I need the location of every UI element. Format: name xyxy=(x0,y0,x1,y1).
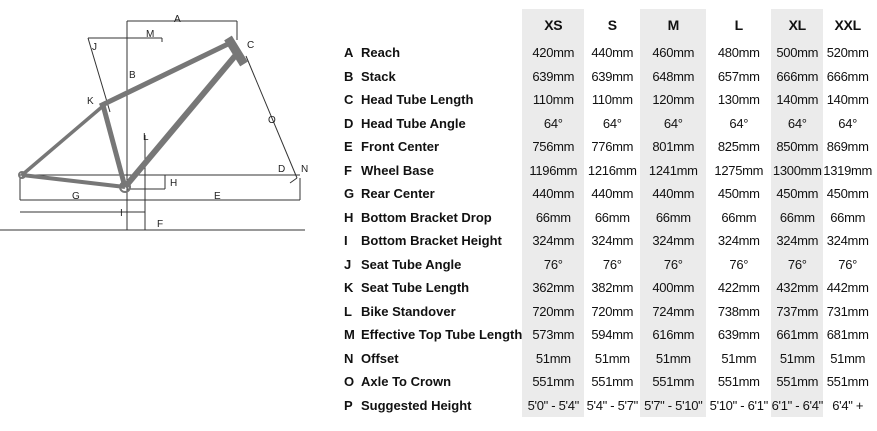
measurement-cell: 76° xyxy=(640,253,706,277)
measurement-cell: 64° xyxy=(602,115,622,131)
measurement-cell: 432mm xyxy=(771,276,823,300)
dim-label-d: D xyxy=(278,164,286,175)
measurement-cell: 639mm xyxy=(591,68,634,84)
measurement-cell: 1241mm xyxy=(640,159,706,183)
measurement-cell: 869mm xyxy=(826,139,869,155)
dim-label-g: G xyxy=(72,191,80,202)
table-row xyxy=(338,370,872,394)
table-row xyxy=(338,394,872,418)
geometry-guide-lines xyxy=(0,21,305,230)
bike-frame xyxy=(19,38,244,192)
measurement-cell: 460mm xyxy=(640,41,706,65)
table-row xyxy=(338,347,872,371)
measurement-cell: 66mm xyxy=(771,206,823,230)
measurement-cell: 51mm xyxy=(640,347,706,371)
measurement-cell: 110mm xyxy=(522,88,584,112)
measurement-cell: 724mm xyxy=(640,300,706,324)
dim-label-o: O xyxy=(268,115,276,126)
measurement-cell: 5'10" - 6'1" xyxy=(709,397,768,413)
measurement-cell: 64° xyxy=(729,115,749,131)
measurement-cell: 731mm xyxy=(826,303,869,319)
measurement-cell: 76° xyxy=(771,253,823,277)
dimension-letter: F xyxy=(344,162,352,178)
measurement-cell: 140mm xyxy=(771,88,823,112)
measurement-cell: 6'4" + xyxy=(832,397,864,413)
dimension-name: Offset xyxy=(361,350,399,366)
measurement-cell: 324mm xyxy=(771,229,823,253)
measurement-cell: 648mm xyxy=(640,65,706,89)
measurement-cell: 551mm xyxy=(591,374,634,390)
measurement-cell: 661mm xyxy=(771,323,823,347)
measurement-cell: 450mm xyxy=(771,182,823,206)
dimension-name: Bottom Bracket Drop xyxy=(361,209,492,225)
dimension-letter: H xyxy=(344,209,354,225)
measurement-cell: 440mm xyxy=(591,186,634,202)
measurement-cell: 51mm xyxy=(771,347,823,371)
measurement-cell: 5'0" - 5'4" xyxy=(522,394,584,418)
measurement-cell: 382mm xyxy=(591,280,634,296)
measurement-cell: 324mm xyxy=(717,233,760,249)
dimension-letter: P xyxy=(344,397,353,413)
dimension-name: Bottom Bracket Height xyxy=(361,233,502,249)
table-row xyxy=(338,300,872,324)
measurement-cell: 324mm xyxy=(522,229,584,253)
measurement-cell: 666mm xyxy=(771,65,823,89)
measurement-cell: 756mm xyxy=(522,135,584,159)
dim-label-l: L xyxy=(143,132,149,143)
dimension-name: Stack xyxy=(361,68,396,84)
measurement-cell: 324mm xyxy=(826,233,869,249)
dimension-letter: O xyxy=(344,374,355,390)
dimension-name: Seat Tube Angle xyxy=(361,256,462,272)
size-header: XXL xyxy=(834,17,861,33)
table-row xyxy=(338,65,872,89)
table-row xyxy=(338,323,872,347)
measurement-cell: 551mm xyxy=(771,370,823,394)
geometry-table xyxy=(338,9,872,417)
measurement-cell: 66mm xyxy=(640,206,706,230)
table-row xyxy=(338,41,872,65)
measurement-cell: 573mm xyxy=(522,323,584,347)
dim-label-a: A xyxy=(174,14,181,25)
dimension-letter: I xyxy=(344,233,348,249)
measurement-cell: 442mm xyxy=(826,280,869,296)
measurement-cell: 657mm xyxy=(717,68,760,84)
size-header: S xyxy=(607,17,617,33)
measurement-cell: 450mm xyxy=(826,186,869,202)
measurement-cell: 362mm xyxy=(522,276,584,300)
measurement-cell: 776mm xyxy=(591,139,634,155)
dim-label-e: E xyxy=(214,191,221,202)
measurement-cell: 666mm xyxy=(826,68,869,84)
dimension-name: Bike Standover xyxy=(361,303,456,319)
measurement-cell: 64° xyxy=(838,115,858,131)
measurement-cell: 140mm xyxy=(826,92,869,108)
dimension-name: Head Tube Length xyxy=(361,92,474,108)
dimension-letter: K xyxy=(344,280,354,296)
table-row xyxy=(338,135,872,159)
frame-geometry-diagram xyxy=(0,0,330,431)
measurement-cell: 440mm xyxy=(522,182,584,206)
dim-label-j: J xyxy=(92,42,97,53)
measurement-cell: 1275mm xyxy=(714,162,764,178)
dimension-letter: B xyxy=(344,68,354,84)
measurement-cell: 737mm xyxy=(771,300,823,324)
table-row xyxy=(338,229,872,253)
dim-label-b: B xyxy=(129,70,136,81)
measurement-cell: 130mm xyxy=(717,92,760,108)
measurement-cell: 6'1" - 6'4" xyxy=(771,394,823,418)
measurement-cell: 850mm xyxy=(771,135,823,159)
measurement-cell: 681mm xyxy=(826,327,869,343)
dimension-name: Effective Top Tube Length xyxy=(361,327,523,343)
dim-label-n: N xyxy=(301,164,309,175)
measurement-cell: 76° xyxy=(522,253,584,277)
measurement-cell: 551mm xyxy=(826,374,869,390)
measurement-cell: 420mm xyxy=(522,41,584,65)
dim-label-c: C xyxy=(247,40,255,51)
table-row xyxy=(338,112,872,136)
dimension-name: Wheel Base xyxy=(361,162,434,178)
table-row xyxy=(338,159,872,183)
table-row xyxy=(338,88,872,112)
measurement-cell: 616mm xyxy=(640,323,706,347)
measurement-cell: 76° xyxy=(838,256,858,272)
measurement-cell: 400mm xyxy=(640,276,706,300)
measurement-cell: 66mm xyxy=(594,209,630,225)
dimension-letter: N xyxy=(344,350,354,366)
measurement-cell: 551mm xyxy=(522,370,584,394)
header-blank xyxy=(338,9,361,41)
dimension-name: Seat Tube Length xyxy=(361,280,470,296)
measurement-cell: 324mm xyxy=(640,229,706,253)
measurement-cell: 66mm xyxy=(522,206,584,230)
dimension-name: Front Center xyxy=(361,139,439,155)
dim-label-h: H xyxy=(170,178,178,189)
measurement-cell: 738mm xyxy=(717,303,760,319)
measurement-cell: 51mm xyxy=(830,350,866,366)
measurement-cell: 480mm xyxy=(717,45,760,61)
measurement-cell: 520mm xyxy=(826,45,869,61)
measurement-cell: 720mm xyxy=(591,303,634,319)
size-header: XS xyxy=(522,9,584,41)
measurement-cell: 5'4" - 5'7" xyxy=(586,397,638,413)
size-header: M xyxy=(640,9,706,41)
measurement-cell: 1196mm xyxy=(522,159,584,183)
measurement-cell: 639mm xyxy=(717,327,760,343)
measurement-cell: 110mm xyxy=(591,92,633,108)
measurement-cell: 51mm xyxy=(594,350,630,366)
header-blank xyxy=(361,9,522,41)
measurement-cell: 66mm xyxy=(721,209,757,225)
measurement-cell: 76° xyxy=(602,256,622,272)
dimension-letter: L xyxy=(344,303,352,319)
measurement-cell: 639mm xyxy=(522,65,584,89)
measurement-cell: 500mm xyxy=(771,41,823,65)
measurement-cell: 440mm xyxy=(640,182,706,206)
table-row xyxy=(338,253,872,277)
size-header: L xyxy=(734,17,743,33)
dimension-letter: C xyxy=(344,92,354,108)
dimension-name: Suggested Height xyxy=(361,397,472,413)
measurement-cell: 801mm xyxy=(640,135,706,159)
dimension-letter: A xyxy=(344,45,354,61)
measurement-cell: 51mm xyxy=(721,350,757,366)
measurement-cell: 440mm xyxy=(591,45,634,61)
table-row xyxy=(338,206,872,230)
dimension-name: Head Tube Angle xyxy=(361,115,466,131)
measurement-cell: 422mm xyxy=(717,280,760,296)
measurement-cell: 324mm xyxy=(591,233,634,249)
measurement-cell: 120mm xyxy=(640,88,706,112)
table-row xyxy=(338,276,872,300)
measurement-cell: 66mm xyxy=(830,209,866,225)
dimension-name: Reach xyxy=(361,45,401,61)
dimension-name: Rear Center xyxy=(361,186,435,202)
measurement-cell: 720mm xyxy=(522,300,584,324)
measurement-cell: 64° xyxy=(522,112,584,136)
dim-label-f: F xyxy=(157,219,164,230)
measurement-cell: 594mm xyxy=(591,327,634,343)
dimension-letter: G xyxy=(344,186,355,202)
dim-label-m: M xyxy=(146,29,155,40)
measurement-cell: 551mm xyxy=(717,374,760,390)
measurement-cell: 51mm xyxy=(522,347,584,371)
measurement-cell: 551mm xyxy=(640,370,706,394)
size-header-row xyxy=(338,9,872,41)
measurement-cell: 1319mm xyxy=(823,162,873,178)
dim-label-i: I xyxy=(120,208,123,219)
measurement-cell: 825mm xyxy=(717,139,760,155)
dimension-letter: M xyxy=(344,327,355,343)
measurement-cell: 5'7" - 5'10" xyxy=(640,394,706,418)
dimension-letter: J xyxy=(344,256,352,272)
measurement-cell: 76° xyxy=(729,256,749,272)
dimension-name: Axle To Crown xyxy=(361,374,452,390)
dimension-letter: D xyxy=(344,115,354,131)
measurement-cell: 450mm xyxy=(717,186,760,202)
dimension-letter: E xyxy=(344,139,353,155)
dim-label-k: K xyxy=(87,96,94,107)
measurement-cell: 1300mm xyxy=(771,159,823,183)
measurement-cell: 64° xyxy=(640,112,706,136)
table-row xyxy=(338,182,872,206)
measurement-cell: 1216mm xyxy=(587,162,637,178)
measurement-cell: 64° xyxy=(771,112,823,136)
size-header: XL xyxy=(771,9,823,41)
